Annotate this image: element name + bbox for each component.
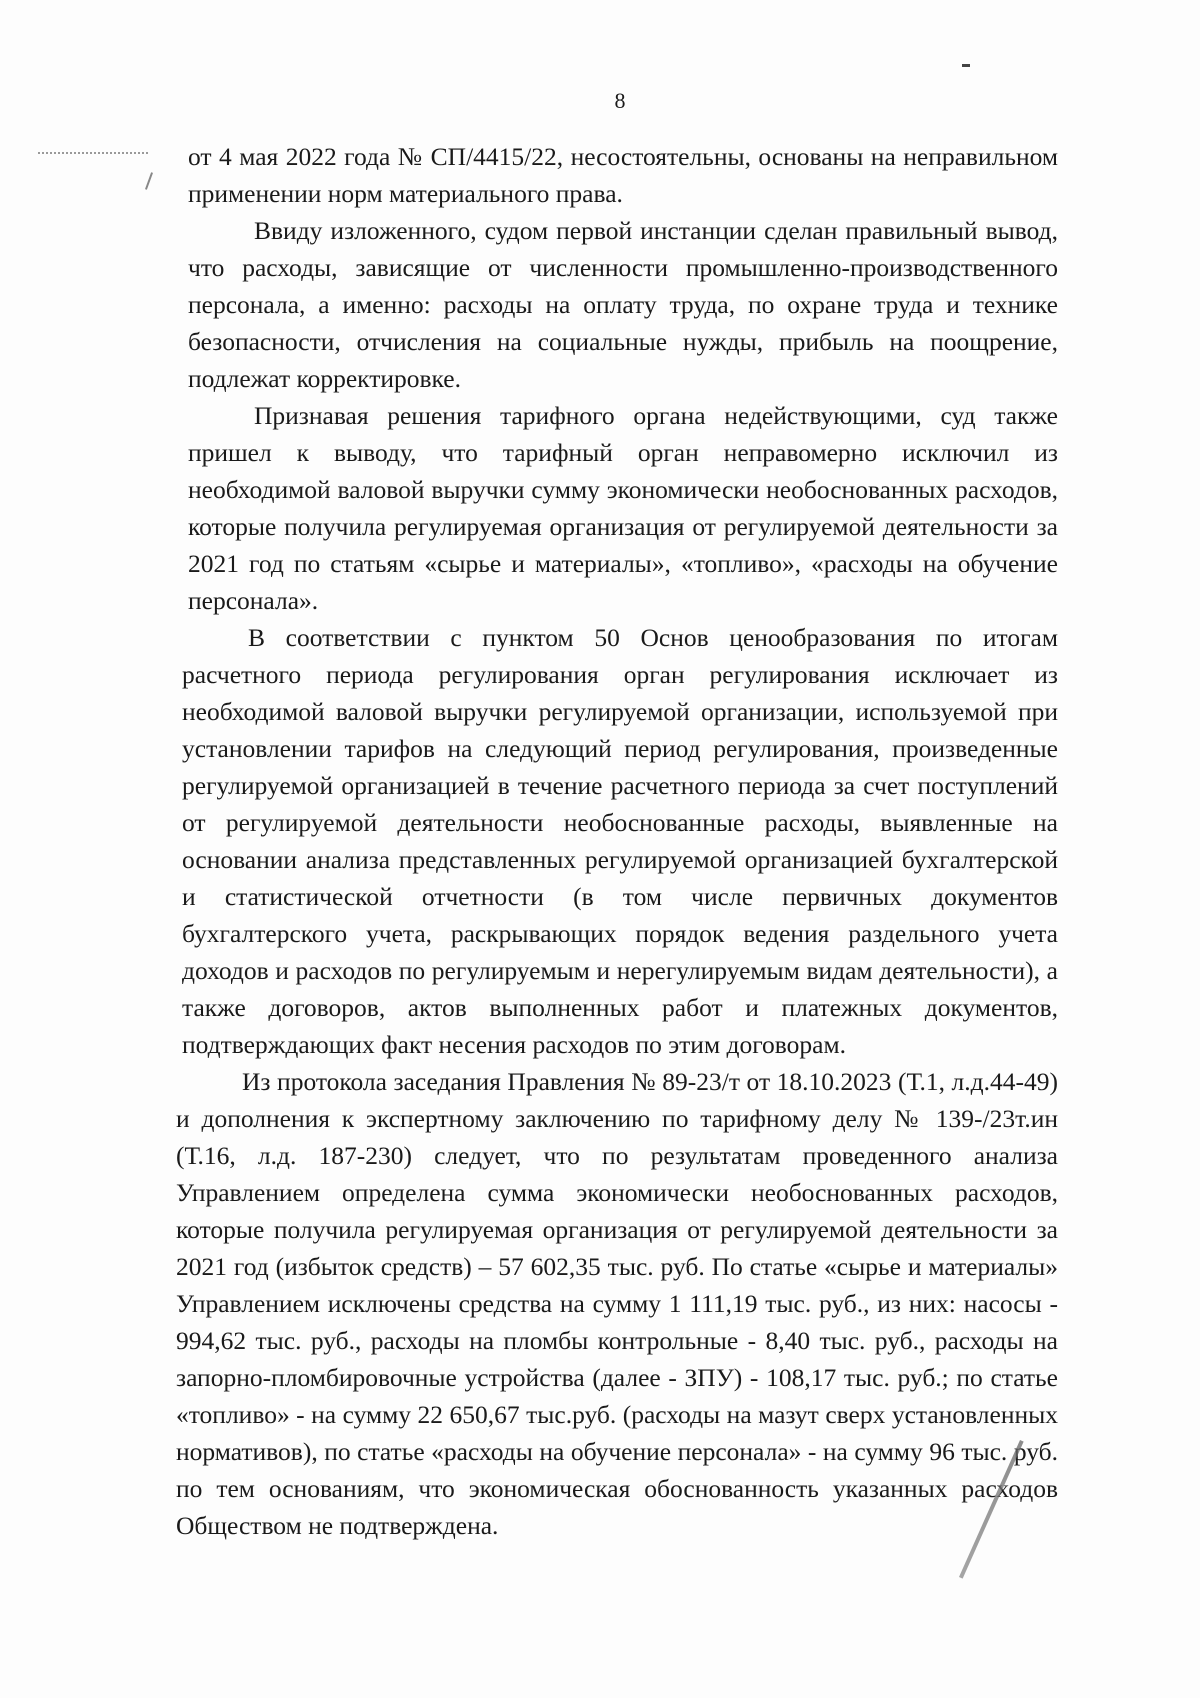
paragraph-4: В соответствии с пунктом 50 Основ ценообразования по итогам расчетного периода регулирования орган регулирования исключает из необходимой валовой выручки регулируемой организации, используемой при установлении тарифов на следующий период регулирования, произведенные регулируемой организацией в течение расчетного периода за счет поступлений от регулируемой деятельности необоснованные расходы, выявленные на основании анализа представленных регулируемой организацией бухгалтерской и статистической отчетности (в том числе первичных документов бухгалтерского учета, раскрывающих порядок ведения раздельного учета доходов и расходов по регулируемым и нерегулируемым видам деятельности), а также договоров, актов выполненных работ и платежных документов, подтверждающих факт несения расходов по этим договорам. <box>182 623 1058 1059</box>
paragraph-1: от 4 мая 2022 года № СП/4415/22, несостоятельны, основаны на неправильном применении норм материального права. <box>188 142 1058 208</box>
page-number: 8 <box>614 88 626 113</box>
document-body <box>176 138 1058 1544</box>
scan-artifact-dots <box>38 152 148 154</box>
scan-artifact-mark <box>962 64 970 67</box>
paragraph-5: Из протокола заседания Правления № 89-23/т от 18.10.2023 (Т.1, л.д.44-49) и дополнения к экспертному заключению по тарифному делу № 139-/23т.ин (Т.16, л.д. 187-230) следует, что по результатам проведенного анализа Управлением определена сумма экономически необоснованных расходов, которые получила регулируемая организация от регулируемой деятельности за 2021 год (избыток средств) – 57 602,35 тыс. руб. По статье «сырье и материалы» Управлением исключены средства на сумму 1 111,19 тыс. руб., из них: насосы - 994,62 тыс. руб., расходы на пломбы контрольные - 8,40 тыс. руб., расходы на запорно-пломбировочные устройства (далее - ЗПУ) - 108,17 тыс. руб.; по статье «топливо» - на сумму 22 650,67 тыс.руб. (расходы на мазут сверх установленных нормативов), по статье «расходы на обучение персонала» - на сумму 96 тыс. руб. по тем основаниям, что экономическая обоснованность указанных расходов Обществом не подтверждена. <box>176 1067 1058 1540</box>
paragraph-2: Ввиду изложенного, судом первой инстанции сделан правильный вывод, что расходы, зависящие от численности промышленно-производственного персонала, а именно: расходы на оплату труда, по охране труда и технике безопасности, отчисления на социальные нужды, прибыль на поощрение, подлежат корректировке. <box>188 216 1058 393</box>
paragraph-3: Признавая решения тарифного органа недействующими, суд также пришел к выводу, что тарифный орган неправомерно исключил из необходимой валовой выручки сумму экономически необоснованных расходов, которые получила регулируемая организация от регулируемой деятельности за 2021 год по статьям «сырье и материалы», «топливо», «расходы на обучение персонала». <box>188 401 1058 615</box>
scan-artifact-tick <box>145 172 153 190</box>
